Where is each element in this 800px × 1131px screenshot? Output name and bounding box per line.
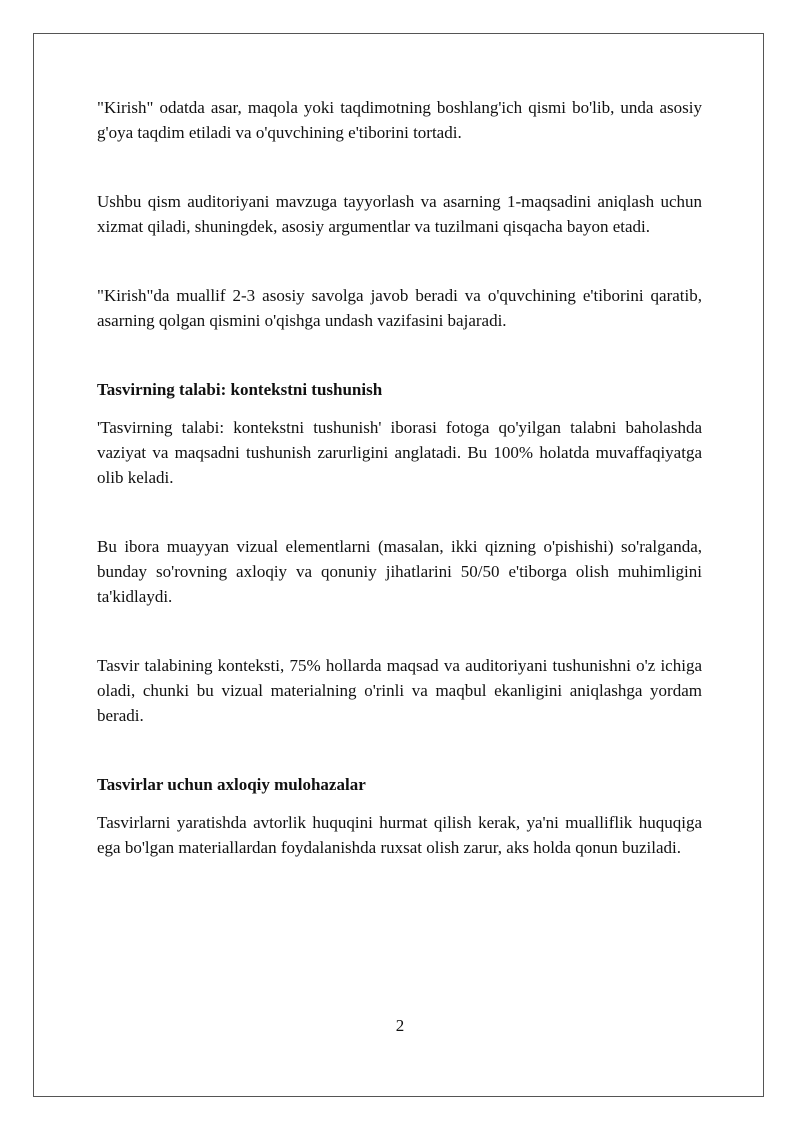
paragraph-intro-purpose: Ushbu qism auditoriyani mavzuga tayyorlash va asarning 1-maqsadini aniqlash uchun xizmat qiladi, shuningdek, asosiy argumentlar va tuzilmani qisqacha bayon etadi. bbox=[97, 192, 702, 236]
section-heading-context: Tasvirning talabi: kontekstni tushunish bbox=[97, 380, 383, 399]
paragraph-context-audience: Tasvir talabining konteksti, 75% hollarda maqsad va auditoriyani tushunishni o'z ichiga oladi, chunki bu vizual materialning o'rinli va maqbul ekanligini aniqlashga yordam beradi. bbox=[97, 656, 702, 725]
paragraph-intro-questions: "Kirish"da muallif 2-3 asosiy savolga javob beradi va o'quvchining e'tiborini qaratib, asarning qolgan qismini o'qishga undash vazifasini bajaradi. bbox=[97, 286, 702, 330]
paragraph-context-meaning: 'Tasvirning talabi: kontekstni tushunish' iborasi fotoga qo'yilgan talabni baholashda vaziyat va maqsadni tushunish zarurligini anglatadi. Bu 100% holatda muvaffaqiyatga olib keladi. bbox=[97, 418, 702, 487]
document-body bbox=[97, 95, 702, 860]
paragraph-context-ethics: Bu ibora muayyan vizual elementlarni (masalan, ikki qizning o'pishishi) so'ralganda, bunday so'rovning axloqiy va qonuniy jihatlarini 50/50 e'tiborga olish muhimligini ta'kidlaydi. bbox=[97, 537, 702, 606]
paragraph-intro-definition: "Kirish" odatda asar, maqola yoki taqdimotning boshlang'ich qismi bo'lib, unda asosiy g'oya taqdim etiladi va o'quvchining e'tiborini tortadi. bbox=[97, 98, 702, 142]
section-heading-ethics: Tasvirlar uchun axloqiy mulohazalar bbox=[97, 775, 366, 794]
paragraph-copyright: Tasvirlarni yaratishda avtorlik huquqini hurmat qilish kerak, ya'ni mualliflik huquqiga ega bo'lgan materiallardan foydalanishda ruxsat olish zarur, aks holda qonun buziladi. bbox=[97, 813, 702, 857]
page-number: 2 bbox=[395, 1016, 405, 1035]
